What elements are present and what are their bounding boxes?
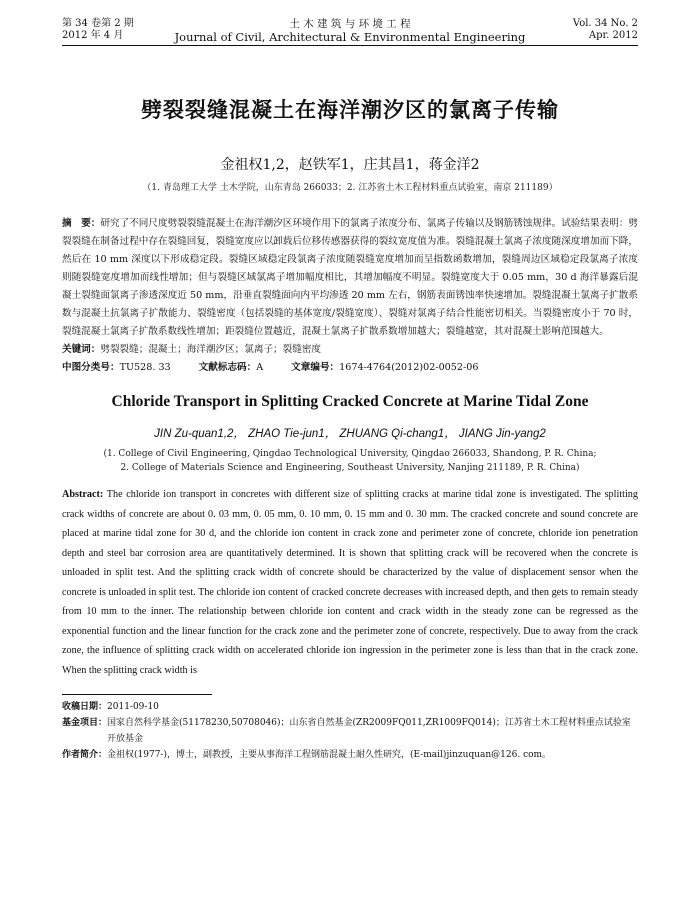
title-cn: 劈裂裂缝混凝土在海洋潮汐区的氯离子传输: [141, 97, 559, 122]
article-number-label: 文章编号：: [291, 362, 340, 373]
abstract-en-text: The chloride ion transport in concretes with different size of splitting cracks at marine tidal zone is investigated. The splitting crack widths of concrete are about 0. 03 mm, 0. 05 mm, 0. 10 mm, 0. 15 mm and 0. 30 mm. The cracked concrete and sound concrete are placed at marine tidal zone for 30 d, and the chloride ion content in crack zone and perimeter zone of concrete, chloride ion penetration depth and steel bar corrosion area are quantitatively determined. It is shown that splitting crack will be recovered when the concrete is unloaded in split test. And the splitting crack width of concrete should be characterized by the value of displacement sensor when the concrete is unloaded in split test. The chloride ion content of cracked concrete decreases with increased depth, and then gets to remain steady from 10 mm to the inner. The relationship between chloride ion content and crack width in the steady zone can be regressed as the exponential function and the linear function for the crack zone and the perimeter zone of concrete, respectively. Due to away from the crack zone, the influence of splitting crack width on accelerated chloride ion ingression in the perimeter zone is less than that in the crack zone. When the splitting crack width is: [62, 489, 638, 676]
title-en: Chloride Transport in Splitting Cracked Concrete at Marine Tidal Zone: [111, 393, 589, 410]
affiliation-en-1: (1. College of Civil Engineering, Qingdao Technological University, Qingdao 266033, Shandong, P. R. China;: [103, 449, 597, 459]
affiliation-en: [62, 447, 638, 475]
affiliation-en-2: 2. College of Materials Science and Engineering, Southeast University, Nanjing 211189, P. R. China): [120, 463, 580, 473]
footnotes: [62, 699, 638, 763]
authors-en: JIN Zu-quan1,2， ZHAO Tie-jun1， ZHUANG Qi-chang1， JIANG Jin-yang2: [154, 428, 546, 440]
journal-name-cn: 土 木 建 筑 与 环 境 工 程: [289, 18, 411, 30]
author-bio: [62, 747, 638, 763]
abstract-cn: [62, 215, 638, 341]
volume-issue-cn: 第 34 卷第 2 期: [62, 18, 134, 29]
abstract-en: [62, 485, 638, 680]
affiliation-cn: （1. 青岛理工大学 土木学院，山东青岛 266033；2. 江苏省土木工程材料重点试验室，南京 211189）: [142, 183, 558, 193]
footnote-rule: [62, 694, 212, 695]
author-bio-value: 金祖权(1977-)，博士，副教授，主要从事海洋工程钢筋混凝土耐久性研究，(E-mail)jinzuquan@126. com。: [107, 750, 552, 760]
clc-label: 中图分类号：: [62, 362, 120, 373]
volume-issue-en: Vol. 34 No. 2: [572, 18, 638, 29]
keywords-cn: [62, 341, 638, 359]
abstract-cn-label: 摘 要：: [62, 218, 101, 229]
date-en: Apr. 2012: [588, 30, 638, 41]
doc-code-value: A: [256, 362, 264, 373]
doc-code-label: 文献标志码：: [198, 362, 257, 373]
keywords-cn-label: 关键词：: [62, 344, 101, 355]
fund-project: [62, 715, 638, 747]
author-bio-label: 作者简介：: [62, 750, 108, 760]
abstract-cn-text: 研究了不同尺度劈裂裂缝混凝土在海洋潮汐区环境作用下的氯离子浓度分布、氯离子传输以及钢筋锈蚀规律。试验结果表明：劈裂裂缝在制备过程中存在裂缝回复，裂缝宽度应以卸载后位移传感器获得的裂纹宽度值为准。裂缝混凝土氯离子浓度随深度增加而下降，然后在 10 mm 深度以下形成稳定段。裂缝区域稳定段氯离子浓度随裂缝宽度增加而呈指数函数增加，裂缝周边区域稳定段氯离子浓度则随裂缝宽度增加而线性增加；但与裂缝区域氯离子增加幅度相比，其增加幅度不明显。裂缝宽度大于 0.05 mm，30 d 海洋暴露后混凝土裂缝面氯离子渗透深度近 50 mm，沿垂直裂缝面向内平均渗透 20 mm 左右，钢筋表面锈蚀率快速增加。裂缝混凝土氯离子扩散系数与混凝土抗氯离子扩散能力、裂缝密度（包括裂缝的基体宽度/裂缝宽度）、裂缝对氯离子结合性能密切相关。当裂缝密度小于 70 时，裂缝混凝土氯离子扩散系数线性增加；距裂缝位置越近，混凝土氯离子扩散系数增加越大；裂缝越宽，其对混凝土影响范围越大。: [62, 218, 639, 337]
journal-name-en: Journal of Civil, Architectural & Environmental Engineering: [174, 30, 526, 44]
volume-info-en: [573, 18, 638, 42]
keywords-cn-text: 劈裂裂缝；混凝土；海洋潮汐区；氯离子；裂缝密度: [100, 344, 322, 355]
doc-code: [199, 359, 264, 377]
fund-label: 基金项目：: [62, 718, 108, 728]
fund-value: 国家自然科学基金(51178230,50708046)；山东省自然基金(ZR2009FQ011,ZR1009FQ014)；江苏省土木工程材料重点试验室开放基金: [107, 718, 631, 744]
header-rule: [62, 45, 638, 46]
date-cn: 2012 年 4 月: [62, 30, 124, 41]
journal-name: [62, 18, 638, 44]
article-number: [291, 359, 478, 377]
received-value: 2011-09-10: [107, 702, 159, 712]
abstract-en-label: Abstract:: [62, 489, 104, 500]
clc-value: TU528. 33: [119, 362, 171, 373]
received-date: [62, 699, 638, 715]
received-label: 收稿日期：: [62, 702, 108, 712]
article-number-value: 1674-4764(2012)02-0052-06: [339, 362, 479, 373]
clc-number: [62, 359, 171, 377]
classification-line: [62, 359, 638, 377]
running-header: [62, 0, 638, 46]
authors-cn: 金祖权1,2，赵铁军1，庄其昌1，蒋金洋2: [220, 157, 480, 173]
